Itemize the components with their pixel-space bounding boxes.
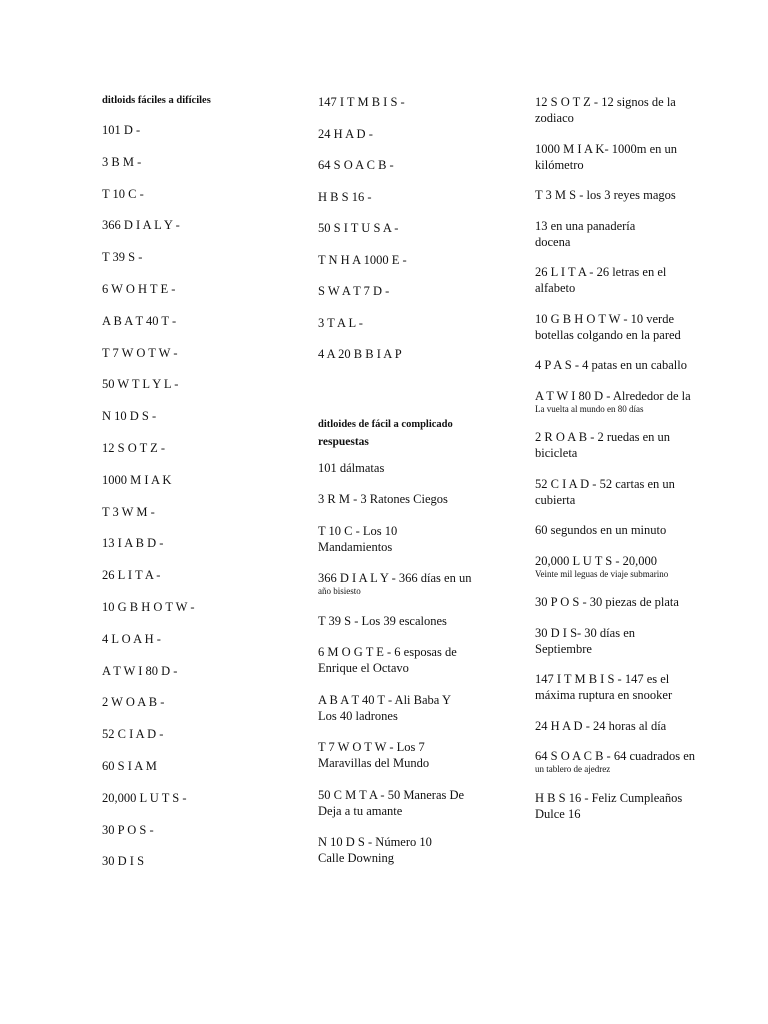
answer-item <box>535 718 740 734</box>
ditloid-item: 60 S I A M <box>102 758 157 773</box>
column-right <box>535 94 740 836</box>
answer-text: T 3 M S - los 3 reyes magos <box>535 188 676 202</box>
ditloid-item: 10 G B H O T W - <box>102 599 195 614</box>
answer-item <box>535 748 740 775</box>
answer-text: 30 P O S - 30 piezas de plata <box>535 595 679 609</box>
ditloid-item: 50 W T L Y L - <box>102 377 179 392</box>
ditloid-list-left <box>102 122 302 869</box>
answer-text: A B A T 40 T - Ali Baba Y Los 40 ladrones <box>318 692 452 723</box>
answer-small-text: año bisiesto <box>318 586 361 596</box>
answer-item <box>318 692 518 724</box>
ditloid-item: T 3 W M - <box>102 504 155 519</box>
answer-text: N 10 D S - Número 10 Calle Downing <box>318 835 432 865</box>
answer-item <box>318 613 518 629</box>
answer-item <box>535 476 740 508</box>
answer-list-middle <box>318 460 518 867</box>
answer-text: 12 S O T Z - 12 signos de la zodiaco <box>535 95 676 125</box>
answer-text: T 10 C - Los 10 Mandamientos <box>318 523 398 554</box>
ditloid-item: 20,000 L U T S - <box>102 790 187 805</box>
ditloid-item: 3 B M - <box>102 154 142 169</box>
answer-text: 60 segundos en un minuto <box>535 523 667 537</box>
ditloid-item: 30 P O S - <box>102 822 154 837</box>
ditloid-item: 2 W O A B - <box>102 695 165 710</box>
answer-text: 24 H A D - 24 horas al día <box>535 718 667 733</box>
ditloid-item: A T W I 80 D - <box>102 663 178 678</box>
answer-text: 20,000 L U T S - 20,000 <box>535 553 657 568</box>
ditloid-item: T 7 W O T W - <box>102 345 178 360</box>
ditloid-item: T N H A 1000 E - <box>318 252 407 267</box>
answer-small-text: Veinte mil leguas de viaje submarino <box>535 568 669 579</box>
answer-text: 1000 M I A K- 1000m en un kilómetro <box>535 141 678 172</box>
answer-item <box>318 460 518 476</box>
column-left <box>102 94 302 885</box>
answer-text: 26 L I T A - 26 letras en el alfabeto <box>535 265 667 295</box>
answer-text: T 7 W O T W - Los 7 Maravillas del Mundo <box>318 740 430 770</box>
answer-item <box>535 429 740 461</box>
answer-item <box>535 187 740 203</box>
answer-item <box>535 594 740 610</box>
answer-text: 10 G B H O T W - 10 verde botellas colgando en la pared <box>535 311 681 342</box>
answer-text: 30 D I S- 30 días en Septiembre <box>535 625 635 656</box>
answer-text: 2 R O A B - 2 ruedas en un bicicleta <box>535 430 671 460</box>
heading-easy-to-hard: ditloids fáciles a difíciles <box>102 95 211 106</box>
ditloid-item: 147 I T M B I S - <box>318 95 405 109</box>
answer-item <box>535 141 740 173</box>
ditloid-list-middle <box>318 94 518 362</box>
answers-heading: respuestas <box>318 435 369 448</box>
ditloid-item: 52 C I A D - <box>102 727 164 742</box>
ditloid-item: T 10 C - <box>102 186 144 201</box>
answer-item <box>318 570 518 597</box>
ditloid-item: S W A T 7 D - <box>318 284 390 298</box>
answer-text: H B S 16 - Feliz Cumpleaños Dulce 16 <box>535 790 683 821</box>
ditloid-item: H B S 16 - <box>318 189 372 204</box>
answer-text: 101 dálmatas <box>318 460 385 475</box>
answer-item <box>535 388 740 415</box>
answer-text: 6 M O G T E - 6 esposas de Enrique el Octavo <box>318 645 457 675</box>
column-middle <box>318 94 518 882</box>
answer-item <box>535 218 740 250</box>
ditloid-item: 1000 M I A K <box>102 472 172 487</box>
ditloid-item: 4 L O A H - <box>102 631 161 646</box>
ditloid-item: 4 A 20 B B I A P <box>318 347 402 361</box>
answer-small-text: La vuelta al mundo en 80 días <box>535 403 644 414</box>
ditloid-item: 24 H A D - <box>318 126 373 141</box>
ditloid-item: 6 W O H T E - <box>102 281 176 296</box>
answer-text: 13 en una panadería docena <box>535 218 636 249</box>
answer-text: A T W I 80 D - Alrededor de la <box>535 388 691 403</box>
answer-item <box>318 739 518 771</box>
answer-text: 50 C M T A - 50 Maneras De Deja a tu amante <box>318 787 465 818</box>
answer-small-text: un tablero de ajedrez <box>535 764 611 774</box>
ditloid-item: A B A T 40 T - <box>102 313 177 328</box>
answer-item <box>535 671 740 703</box>
answer-item <box>535 625 740 657</box>
answer-text: T 39 S - Los 39 escalones <box>318 613 447 628</box>
answer-text: 52 C I A D - 52 cartas en un cubierta <box>535 476 675 507</box>
answer-item <box>535 311 740 343</box>
answer-text: 3 R M - 3 Ratones Ciegos <box>318 492 448 506</box>
ditloid-item: T 39 S - <box>102 250 143 265</box>
answer-item <box>535 790 740 822</box>
answer-item <box>535 264 740 296</box>
ditloid-item: 12 S O T Z - <box>102 440 166 455</box>
answer-item <box>318 523 518 555</box>
answer-item <box>535 553 740 580</box>
ditloid-item: 26 L I T A - <box>102 568 161 583</box>
ditloid-item: 64 S O A C B - <box>318 158 394 172</box>
ditloid-item: 366 D I A L Y - <box>102 218 180 233</box>
answer-text: 147 I T M B I S - 147 es el máxima ruptura en snooker <box>535 672 673 702</box>
answer-item <box>318 787 518 819</box>
ditloid-item: 3 T A L - <box>318 315 363 330</box>
answer-item <box>318 491 518 507</box>
heading-easy-to-complicated: ditloides de fácil a complicado <box>318 418 453 430</box>
answer-text: 4 P A S - 4 patas en un caballo <box>535 358 687 372</box>
answer-item <box>318 834 518 866</box>
answer-item <box>535 357 740 373</box>
ditloid-item: 30 D I S <box>102 854 145 869</box>
ditloid-item: 101 D - <box>102 123 141 137</box>
answer-text: 64 S O A C B - 64 cuadrados en <box>535 749 696 763</box>
ditloid-item: N 10 D S - <box>102 409 157 424</box>
ditloid-item: 13 I A B D - <box>102 536 164 551</box>
answer-text: 366 D I A L Y - 366 días en un <box>318 571 472 585</box>
answer-item <box>318 644 518 676</box>
answer-item <box>535 94 740 126</box>
ditloid-item: 50 S I T U S A - <box>318 221 399 235</box>
answer-item <box>535 522 740 538</box>
answer-list-right <box>535 94 740 822</box>
